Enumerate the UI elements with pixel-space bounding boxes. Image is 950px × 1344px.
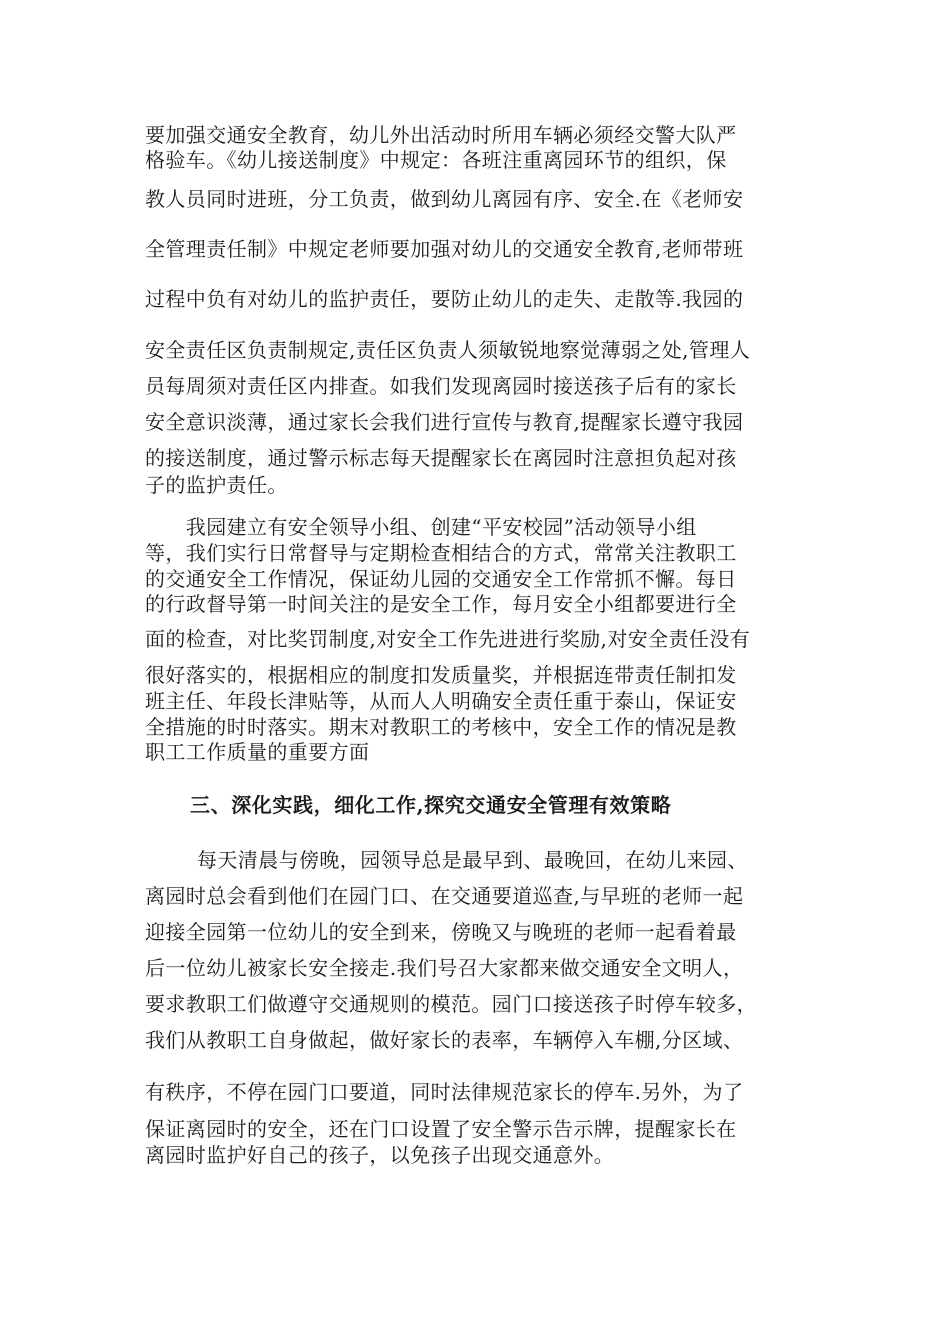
text-line: 面的检查，对比奖罚制度,对安全工作先进进行奖励,对安全责任没有 bbox=[145, 627, 751, 651]
text-line: 格验车。《幼儿接送制度》中规定：各班注重离园环节的组织，保 bbox=[145, 148, 727, 172]
text-line: 保证离园时的安全，还在门口设置了安全警示告示牌，提醒家长在 bbox=[145, 1117, 737, 1141]
text-line: 全管理责任制》中规定老师要加强对幼儿的交通安全教育,老师带班 bbox=[145, 237, 744, 261]
text-line: 离园时监护好自己的孩子，以免孩子出现交通意外。 bbox=[145, 1143, 615, 1167]
text-line: 全措施的时时落实。期末对教职工的考核中，安全工作的情况是教 bbox=[145, 715, 737, 739]
text-line: 的行政督导第一时间关注的是安全工作，每月安全小组都要进行全 bbox=[145, 592, 737, 616]
text-line: 要加强交通安全教育，幼儿外出活动时所用车辆必须经交警大队严 bbox=[145, 123, 737, 147]
text-line: 教人员同时进班，分工负责，做到幼儿离园有序、安全.在《老师安 bbox=[145, 187, 744, 211]
text-line: 安全责任区负责制规定,责任区负责人须敏锐地察觉薄弱之处,管理人 bbox=[145, 338, 751, 362]
text-line: 的接送制度，通过警示标志每天提醒家长在离园时注意担负起对孩 bbox=[145, 446, 737, 470]
text-line: 员每周须对责任区内排查。如我们发现离园时接送孩子后有的家长 bbox=[145, 374, 737, 398]
text-line: 很好落实的，根据相应的制度扣发质量奖，并根据连带责任制扣发 bbox=[145, 663, 737, 687]
text-line: 我园建立有安全领导小组、创建“平安校园”活动领导小组 bbox=[145, 515, 697, 539]
text-line: 离园时总会看到他们在园门口、在交通要道巡查,与早班的老师一起 bbox=[145, 884, 744, 908]
text-line: 有秩序，不停在园门口要道，同时法律规范家长的停车.另外，为了 bbox=[145, 1080, 744, 1104]
text-line: 要求教职工们做遵守交通规则的模范。园门口接送孩子时停车较多， bbox=[145, 992, 757, 1016]
text-line: 班主任、年段长津贴等，从而人人明确安全责任重于泰山，保证安 bbox=[145, 689, 737, 713]
text-line: 等，我们实行日常督导与定期检查相结合的方式，常常关注教职工 bbox=[145, 541, 737, 565]
text-line: 职工工作质量的重要方面 bbox=[145, 740, 370, 764]
text-line: 迎接全园第一位幼儿的安全到来，傍晚又与晚班的老师一起看着最 bbox=[145, 920, 737, 944]
text-line: 子的监护责任。 bbox=[145, 473, 288, 497]
section-heading: 三、深化实践，细化工作,探究交通安全管理有效策略 bbox=[190, 793, 672, 817]
text-line: 过程中负有对幼儿的监护责任，要防止幼儿的走失、走散等.我园的 bbox=[145, 287, 744, 311]
text-line: 我们从教职工自身做起，做好家长的表率，车辆停入车棚,分区域、 bbox=[145, 1028, 744, 1052]
text-line: 每天清晨与傍晚，园领导总是最早到、最晚回，在幼儿来园、 bbox=[197, 848, 748, 872]
text-line: 后一位幼儿被家长安全接走.我们号召大家都来做交通安全文明人， bbox=[145, 956, 744, 980]
text-line: 的交通安全工作情况，保证幼儿园的交通安全工作常抓不懈。每日 bbox=[145, 567, 737, 591]
text-line: 安全意识淡薄，通过家长会我们进行宣传与教育,提醒家长遵守我园 bbox=[145, 410, 744, 434]
